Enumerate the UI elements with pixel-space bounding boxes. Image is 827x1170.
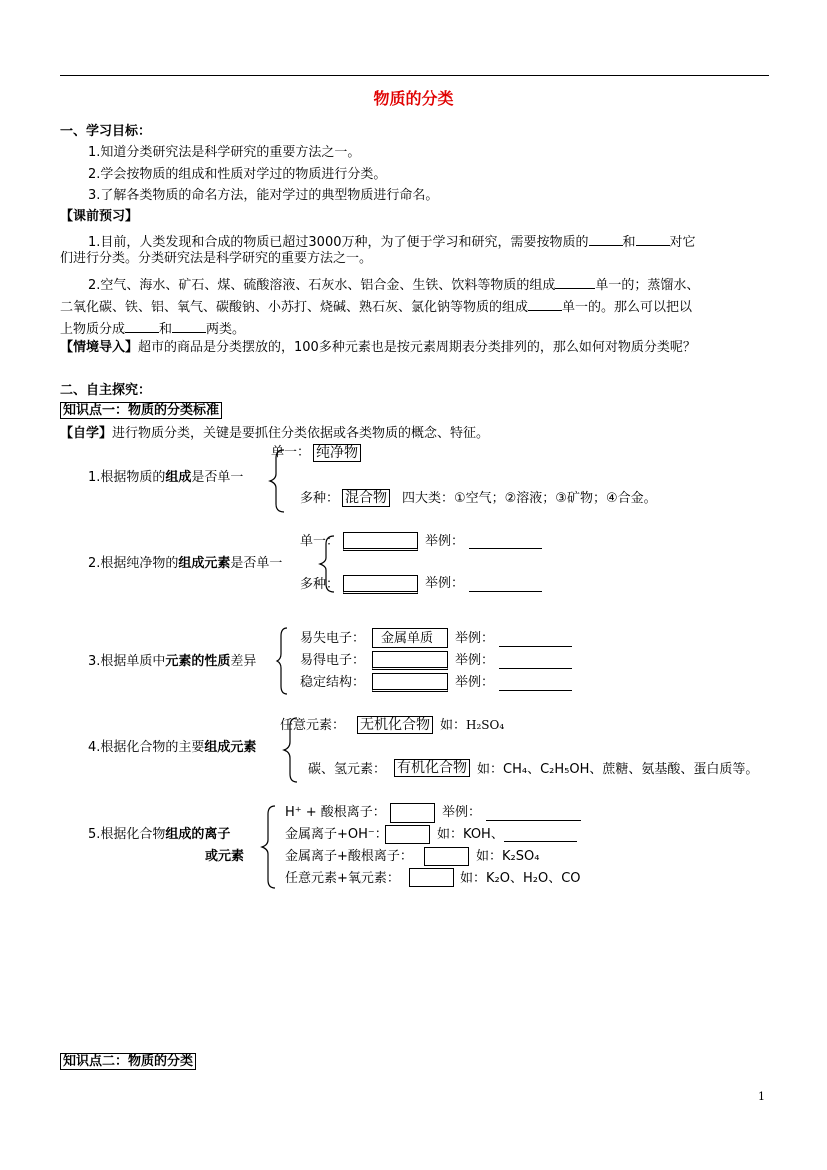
- answer-line[interactable]: [499, 646, 572, 647]
- c1-multi-label: 多种：: [300, 491, 340, 506]
- c4-ch-label: 碳、氢元素：: [308, 762, 387, 777]
- answer-box[interactable]: [409, 868, 454, 887]
- example-label: 举例：: [455, 675, 495, 690]
- c4-example-1: 如：H₂SO₄: [440, 718, 505, 733]
- c3-stable-label: 稳定结构：: [300, 675, 366, 690]
- answer-line[interactable]: [469, 548, 542, 549]
- example-label: 举例：: [425, 576, 465, 591]
- metal-element-text: 金属单质: [381, 631, 434, 646]
- answer-line[interactable]: [504, 841, 577, 842]
- knowledge-point-1: 知识点一：物质的分类标准: [60, 402, 222, 419]
- c3-lose-label: 易失电子：: [300, 631, 366, 646]
- blank[interactable]: [589, 233, 623, 246]
- goal-3: 3.了解各类物质的命名方法，能对学过的典型物质进行命名。: [88, 188, 439, 203]
- blank[interactable]: [636, 233, 670, 246]
- c4-any-label: 任意元素：: [280, 718, 346, 733]
- preview-1-line2: 们进行分类。分类研究法是科学研究的重要方法之一。: [60, 251, 373, 266]
- brace-icon: [260, 804, 278, 890]
- pure-substance-box: 纯净物: [313, 444, 361, 462]
- section2-heading: 二、自主探究：: [60, 383, 152, 398]
- answer-box[interactable]: [390, 803, 435, 823]
- answer-box[interactable]: [343, 532, 418, 551]
- blank[interactable]: [125, 320, 159, 333]
- classify-3-label: 3.根据单质中元素的性质差异: [88, 654, 257, 669]
- header-rule: [60, 75, 769, 76]
- c5-row4-label: 任意元素+氧元素：: [285, 871, 400, 886]
- preview-2-line2: 二氧化碳、铁、铝、氧气、碳酸钠、小苏打、烧碱、熟石灰、氯化钠等物质的组成 单一的。那么可以把以: [60, 300, 693, 315]
- goal-1: 1.知道分类研究法是科学研究的重要方法之一。: [88, 145, 361, 160]
- page-title: 物质的分类: [373, 89, 454, 108]
- classify-4-label: 4.根据化合物的主要组成元素: [88, 740, 257, 755]
- answer-line[interactable]: [499, 668, 572, 669]
- section1-heading: 一、学习目标：: [60, 124, 152, 139]
- preview-heading: 【课前预习】: [60, 209, 139, 224]
- classify-5-label-cont: 或元素: [205, 849, 245, 864]
- answer-line[interactable]: [469, 591, 542, 592]
- example-label: 举例：: [455, 631, 495, 646]
- self-study-line: 【自学】进行物质分类，关键是要抓住分类依据或各类物质的概念、特征。: [60, 426, 490, 441]
- c3-gain-label: 易得电子：: [300, 653, 366, 668]
- c4-example-2: 如：CH₄、C₂H₅OH、蔗糖、氨基酸、蛋白质等。: [477, 762, 759, 777]
- blank[interactable]: [555, 276, 595, 289]
- example-label: 举例：: [455, 653, 495, 668]
- blank[interactable]: [528, 298, 562, 311]
- preview-1-line1: 1.目前，人类发现和合成的物质已超过3000万种，为了便于学习和研究，需要按物质的 和 对它: [88, 235, 696, 250]
- answer-line[interactable]: [486, 820, 581, 821]
- classify-1-label: 1.根据物质的组成是否单一: [88, 470, 244, 485]
- classify-2-label: 2.根据纯净物的组成元素是否单一: [88, 556, 283, 571]
- brace-icon: [276, 626, 290, 696]
- c1-single-label: 单一：: [271, 445, 311, 460]
- c5-row1-example: 举例：: [442, 805, 482, 820]
- example-label: 举例：: [425, 534, 465, 549]
- preview-2-line1: 2.空气、海水、矿石、煤、硫酸溶液、石灰水、铝合金、生铁、饮料等物质的组成 单一的；蒸馏水、: [88, 278, 700, 293]
- c2-single-label: 单一：: [300, 534, 340, 549]
- answer-box[interactable]: [372, 651, 448, 670]
- answer-line[interactable]: [499, 690, 572, 691]
- c5-row3-label: 金属离子+酸根离子：: [285, 849, 413, 864]
- c2-multi-label: 多种：: [300, 577, 340, 592]
- classify-5-label: 5.根据化合物组成的离子: [88, 827, 231, 842]
- answer-box[interactable]: [343, 575, 418, 594]
- organic-compound-box: 有机化合物: [394, 759, 470, 777]
- blank[interactable]: [172, 320, 206, 333]
- c5-row2-example: 如：KOH、: [437, 827, 504, 842]
- intro-line: 【情境导入】超市的商品是分类摆放的，100多种元素也是按元素周期表分类排列的，那么如何对物质分类呢？: [60, 340, 696, 355]
- answer-box[interactable]: [372, 673, 448, 692]
- preview-2-line3: 上物质分成 和 两类。: [60, 322, 246, 337]
- four-categories: 四大类：①空气；②溶液；③矿物；④合金。: [402, 491, 657, 506]
- c5-row4-example: 如：K₂O、H₂O、CO: [460, 871, 581, 886]
- knowledge-point-2: 知识点二：物质的分类: [60, 1053, 196, 1070]
- inorganic-compound-box: 无机化合物: [357, 716, 433, 734]
- c5-row1-label: H⁺ + 酸根离子：: [285, 805, 386, 820]
- goal-2: 2.学会按物质的组成和性质对学过的物质进行分类。: [88, 167, 387, 182]
- mixture-box: 混合物: [342, 489, 390, 507]
- answer-box[interactable]: [424, 847, 469, 866]
- page-number: 1: [758, 1090, 765, 1103]
- answer-box[interactable]: [385, 825, 430, 844]
- c5-row2-label: 金属离子+OH⁻：: [285, 827, 388, 842]
- c5-row3-example: 如：K₂SO₄: [476, 849, 540, 864]
